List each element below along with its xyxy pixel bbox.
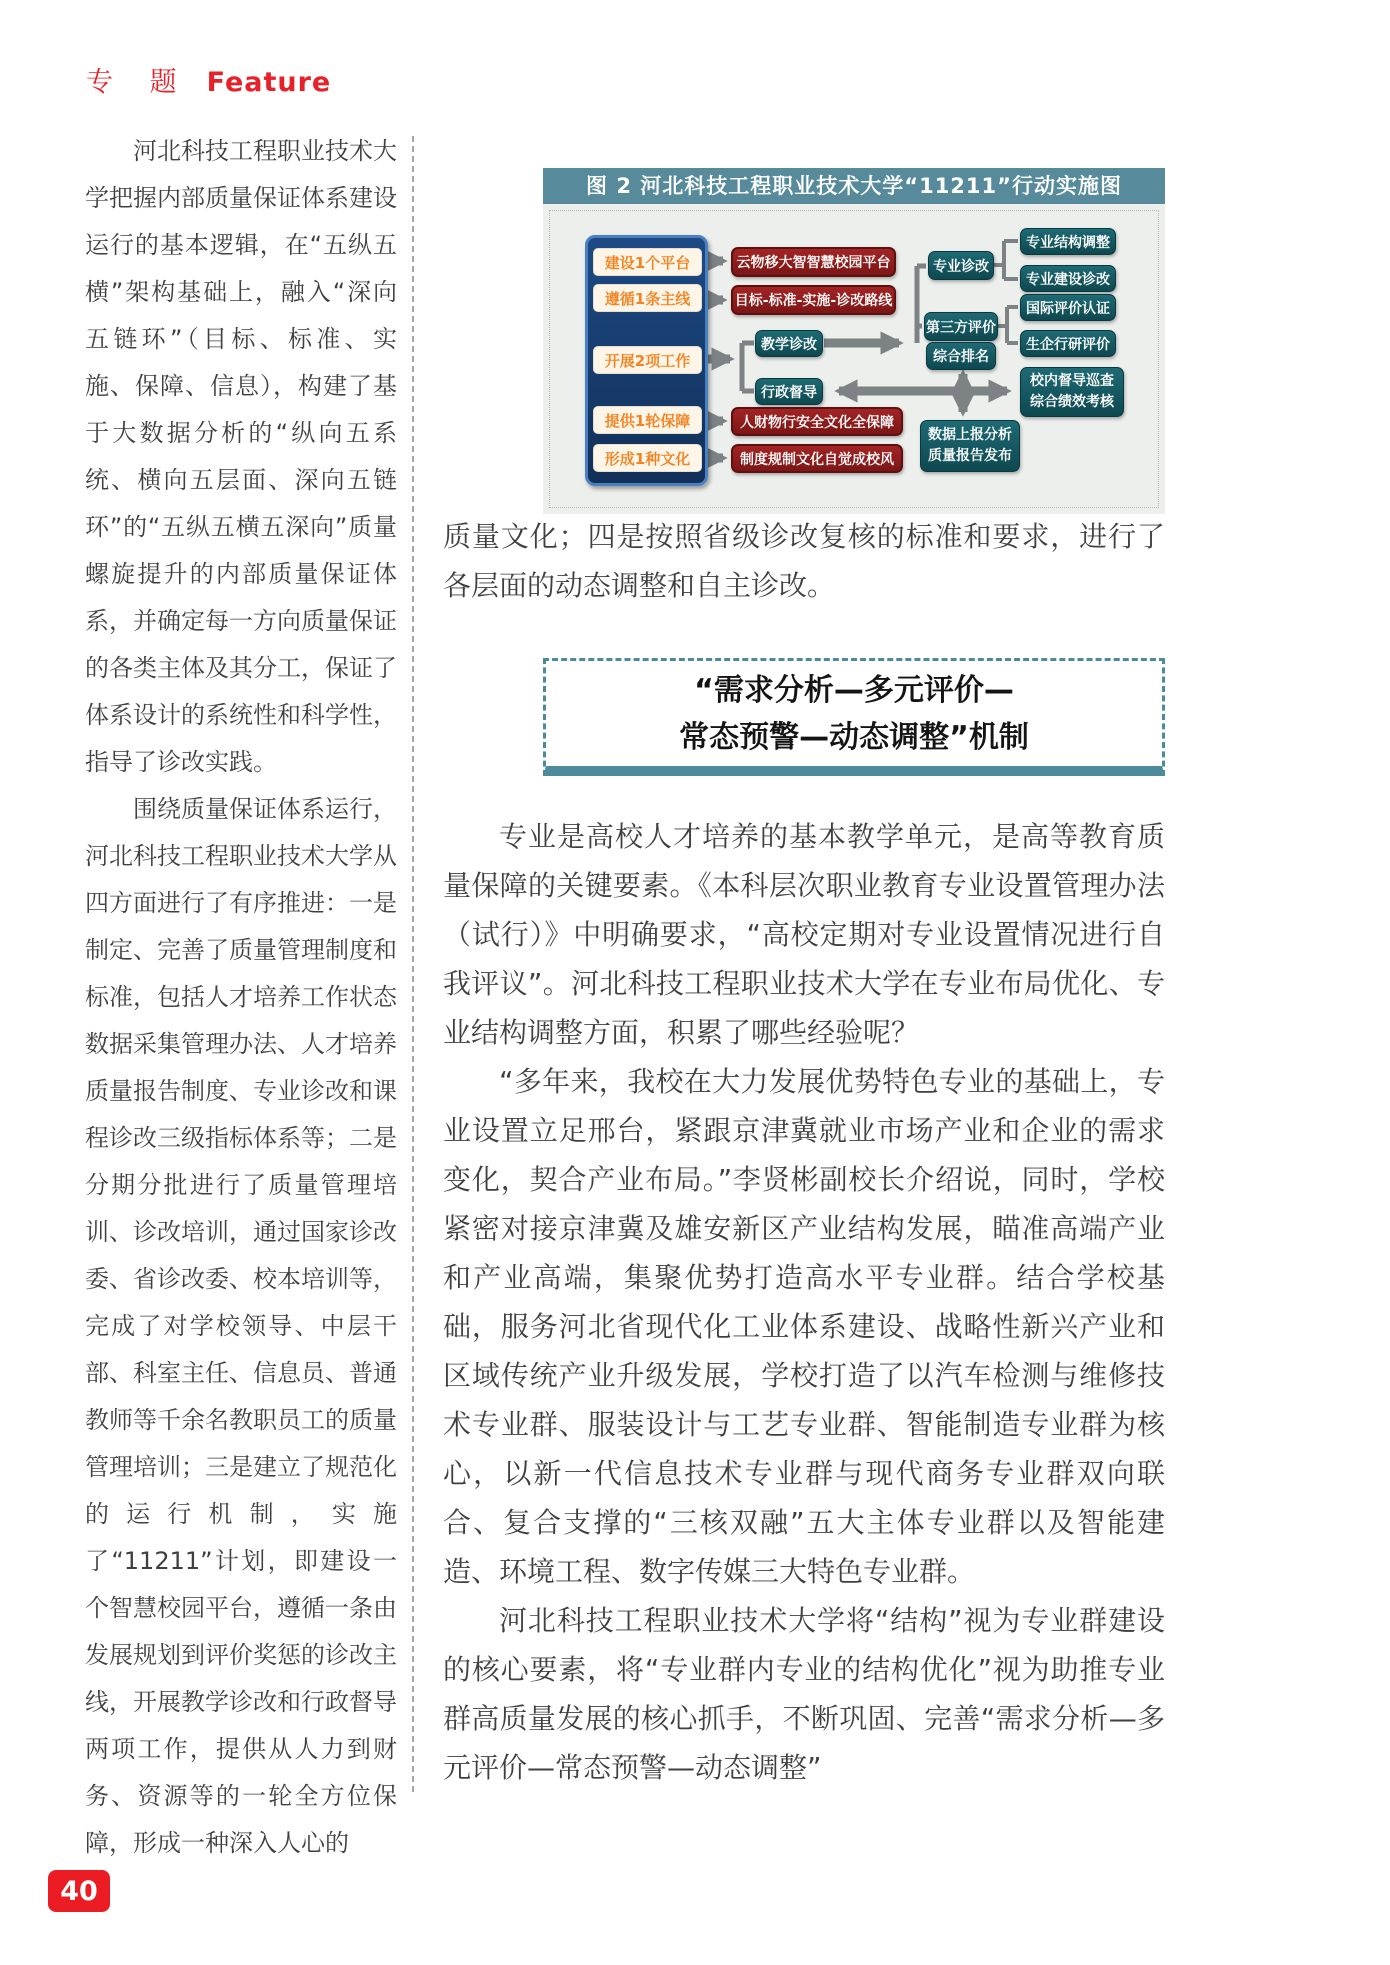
right-paragraph-3: 河北科技工程职业技术大学将“结构”视为专业群建设的核心要素，将“专业群内专业的结构优化”视为助推专业群高质量发展的核心抓手，不断巩固、完善“需求分析—多元评价—常态预警—动态调整”: [443, 1604, 1165, 1784]
branch-structure-adjust-box: 专业结构调整: [1020, 228, 1116, 255]
subheading-line2: 常态预警—动态调整”机制: [679, 719, 1029, 755]
audit-box-line1: 校内督导巡查: [1030, 373, 1114, 389]
panel-item-guarantee: 提供1轮保障: [593, 406, 702, 434]
data-report-box-line2: 质量报告发布: [928, 448, 1012, 464]
section-header: [86, 60, 331, 99]
third-party-box: 第三方评价: [924, 312, 998, 341]
panel-item-platform: 建设1个平台: [593, 248, 702, 276]
data-report-box: [920, 420, 1020, 472]
branch-construction-box: 专业建设诊改: [1020, 265, 1116, 292]
right-column: [443, 812, 1165, 1792]
figure-caption: 图 2 河北科技工程职业技术大学“11211”行动实施图: [543, 168, 1165, 204]
left-paragraph-2: 围绕质量保证体系运行，河北科技工程职业技术大学从四方面进行了有序推进：一是制定、完善了质量管理制度和标准，包括人才培养工作状态数据采集管理办法、人才培养质量报告制度、专业诊改和课程诊改三级指标体系等；二是分期分批进行了质量管理培训、诊改培训，通过国家诊改委、省诊改委、校本培训等，完成了对学校领导、中层干部、科室主任、信息员、普通教师等千余名教职员工的质量管理培训；三是建立了规范化的运行机制，实施了“11211”计划，即建设一个智慧校园平台，遵循一条由发展规划到评价奖惩的诊改主线，开展教学诊改和行政督导两项工作，提供从人力到财务、资源等的一轮全方位保障，形成一种深入人心的: [85, 795, 397, 1857]
full-guarantee-box: 人财物行安全文化全保障: [731, 407, 903, 436]
branch-industry-eval-box: 生企行研评价: [1020, 330, 1116, 357]
admin-superv-box: 行政督导: [755, 378, 823, 405]
right-paragraph-2: “多年来，我校在大力发展优势特色专业的基础上，专业设置立足邢台，紧跟京津冀就业市场产业和企业的需求变化，契合产业布局。”李贤彬副校长介绍说，同时，学校紧密对接京津冀及雄安新区产业结构发展，瞄准高端产业和产业高端，集聚优势打造高水平专业群。结合学校基础，服务河北省现代化工业体系建设、战略性新兴产业和区域传统产业升级发展，学校打造了以汽车检测与维修技术专业群、服装设计与工艺专业群、智能制造专业群为核心，以新一代信息技术专业群与现代商务专业群双向联合、复合支撑的“三核双融”五大主体专业群以及智能建造、环境工程、数字传媒三大特色专业群。: [443, 1065, 1165, 1588]
left-column: [85, 128, 397, 1867]
major-diag-box: 专业诊改: [928, 251, 994, 280]
section-title-en: Feature: [206, 67, 332, 98]
teaching-diag-box: 教学诊改: [755, 330, 823, 357]
column-divider: [412, 136, 414, 1792]
data-report-box-line1: 数据上报分析: [928, 427, 1012, 443]
subheading-line1: “需求分析—多元评价—: [694, 672, 1014, 708]
figure-flowchart: [543, 204, 1165, 514]
panel-item-works: 开展2项工作: [593, 346, 702, 374]
left-paragraph-1: 河北科技工程职业技术大学把握内部质量保证体系建设运行的基本逻辑，在“五纵五横”架构基础上，融入“深向五链环”（目标、标准、实施、保障、信息），构建了基于大数据分析的“纵向五系统、横向五层面、深向五链环”的“五纵五横五深向”质量螺旋提升的内部质量保证体系，并确定每一方向质量保证的各类主体及其分工，保证了体系设计的系统性和科学性，指导了诊改实践。: [85, 137, 397, 776]
route-box: 目标-标准-实施-诊改路线: [731, 285, 896, 315]
right-paragraph-continuation: 质量文化；四是按照省级诊改复核的标准和要求，进行了各层面的动态调整和自主诊改。: [443, 520, 1165, 602]
subheading-callout: [543, 658, 1165, 776]
panel-item-mainline: 遵循1条主线: [593, 284, 702, 312]
branch-international-box: 国际评价认证: [1020, 294, 1116, 321]
audit-box: [1020, 367, 1124, 417]
section-title-cn: 专 题: [86, 67, 191, 98]
page-number-badge: 40: [48, 1870, 110, 1912]
right-paragraph-1: 专业是高校人才培养的基本教学单元，是高等教育质量保障的关键要素。《本科层次职业教育专业设置管理办法（试行）》中明确要求，“高校定期对专业设置情况进行自我评议”。河北科技工程职业技术大学在专业布局优化、专业结构调整方面，积累了哪些经验呢？: [443, 820, 1165, 1049]
right-column-continuation: [443, 512, 1165, 610]
ranking-box: 综合排名: [926, 342, 996, 370]
smart-campus-box: 云物移大智智慧校园平台: [731, 247, 896, 277]
panel-item-culture: 形成1种文化: [593, 444, 702, 472]
school-culture-box: 制度规制文化自觉成校风: [731, 444, 903, 473]
audit-box-line2: 综合绩效考核: [1030, 394, 1114, 410]
